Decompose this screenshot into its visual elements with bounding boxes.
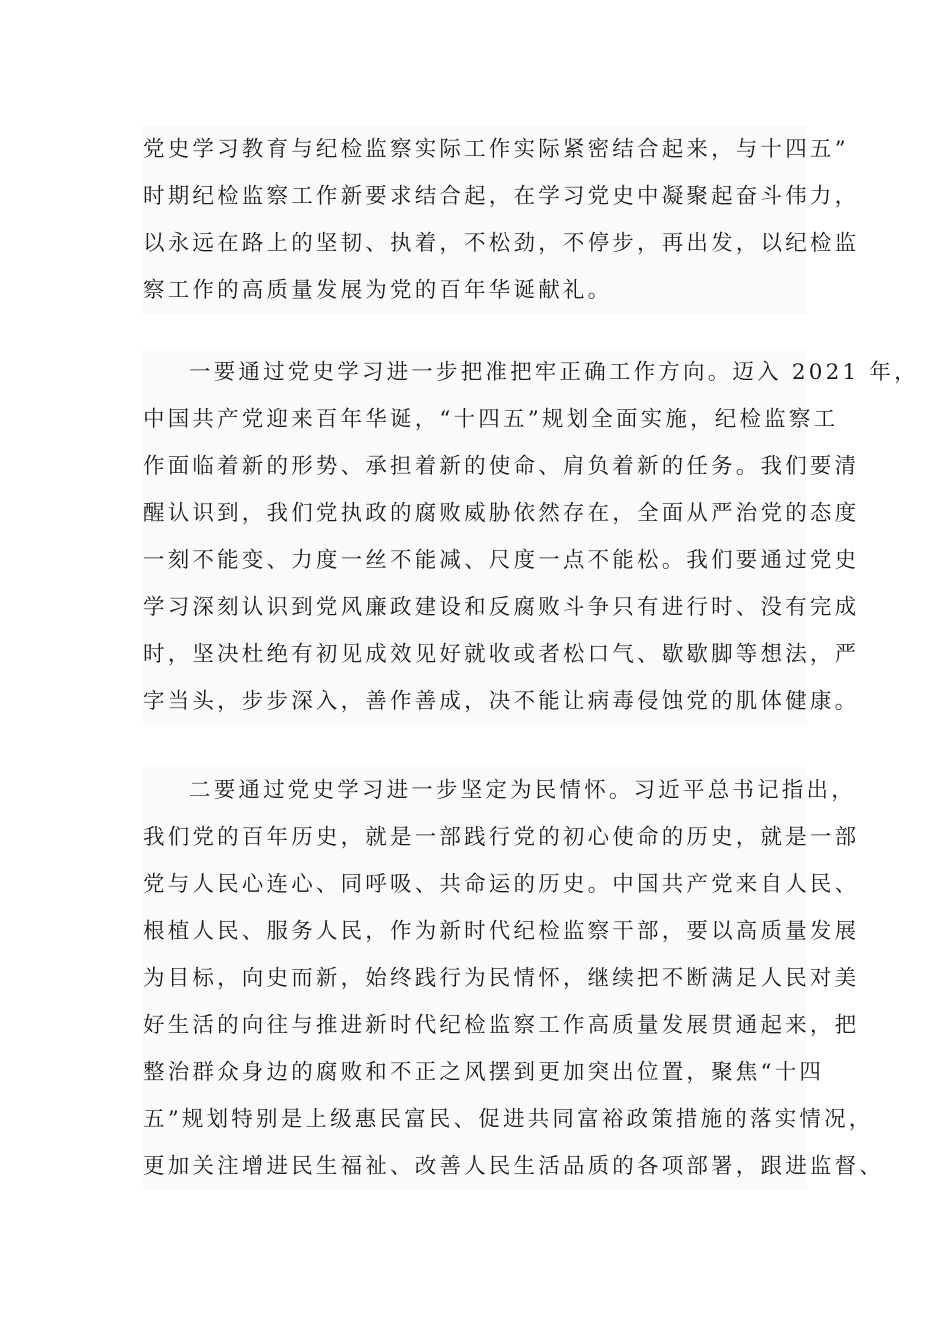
text-line: 一要通过党史学习进一步把准把牢正确工作方向。迈入 2021 年， (189, 360, 919, 385)
paragraph-work-direction (143, 349, 919, 725)
text-line: 字当头，步步深入，善作善成，决不能让病毒侵蚀党的肌体健康。 (143, 689, 860, 714)
text-line: 好生活的向往与推进新时代纪检监察工作高质量发展贯通起来，把 (143, 1013, 860, 1038)
text-line: 党与人民心连心、同呼吸、共命运的历史。中国共产党来自人民、 (143, 872, 860, 897)
text-line: 察工作的高质量发展为党的百年华诞献礼。 (143, 278, 613, 303)
text-line: 以永远在路上的坚韧、执着，不松劲，不停步，再出发，以纪检监 (143, 231, 860, 256)
text-line: 作面临着新的形势、承担着新的使命、肩负着新的任务。我们要清 (143, 454, 860, 479)
text-line: 学习深刻认识到党风廉政建设和反腐败斗争只有进行时、没有完成 (143, 595, 860, 620)
text-line: 一刻不能变、力度一丝不能减、尺度一点不能松。我们要通过党史 (143, 548, 860, 573)
text-line: 时期纪检监察工作新要求结合起，在学习党史中凝聚起奋斗伟力， (143, 184, 860, 209)
text-line: 二要通过党史学习进一步坚定为民情怀。习近平总书记指出， (189, 778, 856, 803)
text-line: 更加关注增进民生福祉、改善人民生活品质的各项部署，跟进监督、 (143, 1154, 885, 1179)
text-line: 党史学习教育与纪检监察实际工作实际紧密结合起来，与十四五” (143, 137, 849, 162)
text-line: 我们党的百年历史，就是一部践行党的初心使命的历史，就是一部 (143, 825, 860, 850)
paragraph-people-commitment (143, 767, 885, 1190)
text-line: 根植人民、服务人民，作为新时代纪检监察干部，要以高质量发展 (143, 919, 860, 944)
text-line: 中国共产党迎来百年华诞，“十四五”规划全面实施，纪检监察工 (143, 407, 839, 432)
paragraph-continuation (143, 126, 860, 314)
text-line: 时，坚决杜绝有初见成效见好就收或者松口气、歇歇脚等想法，严 (143, 642, 860, 667)
text-line: 整治群众身边的腐败和不正之风摆到更加突出位置，聚焦“十四 (143, 1060, 825, 1085)
text-line: 醒认识到，我们党执政的腐败威胁依然存在，全面从严治党的态度 (143, 501, 860, 526)
text-line: 为目标，向史而新，始终践行为民情怀，继续把不断满足人民对美 (143, 966, 860, 991)
text-line: 五”规划特别是上级惠民富民、促进共同富裕政策措施的落实情况， (143, 1107, 874, 1132)
